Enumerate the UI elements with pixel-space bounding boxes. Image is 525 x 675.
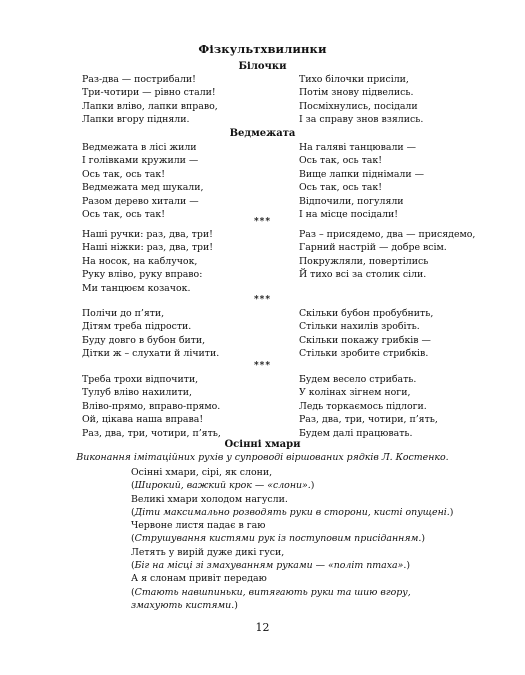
poem-line: Ой, цікава наша вправа! <box>82 414 204 426</box>
poem-line: Стільки нахилів зробіть. <box>299 321 420 333</box>
poem-line: І на місце посідали! <box>299 209 399 221</box>
movement-note: змахують кистями.) <box>131 599 238 611</box>
poem-line: Будем далі працювать. <box>299 427 413 439</box>
poem-line: Потім знову підвелись. <box>299 87 414 99</box>
page-number: 12 <box>255 621 270 634</box>
page-title: Фізкультхвилинки <box>198 42 327 56</box>
poem-line: Ось так, ось так! <box>299 182 382 194</box>
movement-note: (Діти максимально розводять руки в сторони, кисті опущені.) <box>131 506 454 518</box>
poem-line: І за справу знов взялись. <box>299 114 424 126</box>
poem-line: У колінах зігнем ноги, <box>299 387 411 399</box>
verse-line: Осінні хмари, сірі, як слони, <box>131 467 273 478</box>
poem-line: Треба трохи відпочити, <box>82 374 199 385</box>
poem-line: Руку вліво, руку вправо: <box>82 269 203 281</box>
movement-note-text: Струшування кистями рук із поступовим присіданням. <box>134 533 422 545</box>
poem-line: Дітям треба підрости. <box>82 321 192 333</box>
movement-note-text: змахують кистями. <box>131 599 235 611</box>
poem-line: Три-чотири — рівно стали! <box>82 87 216 99</box>
poem-line: На галяві танцювали — <box>299 142 417 153</box>
poem-line: Скільки бубон пробубнить, <box>299 308 434 319</box>
poem-line: І голівками кружили — <box>82 155 199 167</box>
section-divider-stars: *** <box>253 361 272 371</box>
poem-line: Й тихо всі за столик сіли. <box>299 269 427 281</box>
section-title-bilochky: Білочки <box>238 61 287 72</box>
poem-4-left <box>82 307 219 361</box>
poem-vedmezhata-left <box>82 141 203 221</box>
poem-osinni-khmary <box>131 466 453 612</box>
poem-line: Лапки вгору підняли. <box>82 114 190 126</box>
verse-line: Великі хмари холодом нагусли. <box>131 493 288 505</box>
poem-line: На носок, на каблучок, <box>82 255 198 267</box>
poem-line: Ми танцюєм козачок. <box>82 282 191 294</box>
poem-line: Будем весело стрибать. <box>299 374 417 385</box>
section-title-osinni-khmary: Осінні хмари <box>224 439 301 450</box>
verse-line: А я слонам привіт передаю <box>131 573 267 585</box>
poem-line: Ледь торкаємось підлоги. <box>299 400 427 412</box>
movement-note: (Широкий, важкий крок — «слони».) <box>131 480 315 492</box>
movement-note-text: Біг на місці зі змахуванням руками — «політ птаха». <box>134 560 407 572</box>
movement-note-text: Широкий, важкий крок — «слони». <box>134 480 311 492</box>
verse-line: Летять у вирій дуже дикі гуси, <box>131 546 285 558</box>
poem-line: Тихо білочки присіли, <box>299 74 409 85</box>
poem-3-right <box>299 228 475 282</box>
poem-line: Дітки ж – слухати й лічити. <box>82 348 220 360</box>
poem-line: Ось так, ось так! <box>299 155 382 167</box>
poem-line: Вище лапки піднімали — <box>299 168 424 180</box>
section-divider-stars: *** <box>253 217 272 227</box>
poem-bilochky-left <box>82 73 218 127</box>
section-divider-stars: *** <box>253 295 272 305</box>
poem-line: Вліво-прямо, вправо-прямо. <box>82 400 221 412</box>
poem-line: Наші ручки: раз, два, три! <box>82 229 213 240</box>
poem-bilochky-right <box>299 73 423 127</box>
poem-line: Наші ніжки: раз, два, три! <box>82 242 214 254</box>
poem-line: Лапки вліво, лапки вправо, <box>82 100 218 112</box>
poem-line: Раз-два — пострибали! <box>82 74 196 85</box>
poem-line: Покружляли, повертілись <box>299 255 429 267</box>
poem-line: Тулуб вліво нахилити, <box>82 387 192 399</box>
poem-line: Буду довго в бубон бити, <box>82 334 206 346</box>
section-subtitle: Виконання імітаційних рухів у супроводі віршованих рядків Л. Костенко. <box>76 452 449 463</box>
poem-line: Стільки зробите стрибків. <box>299 348 429 360</box>
section-title-vedmezhata: Ведмежата <box>229 128 296 139</box>
movement-note: (Стають навшпиньки, витягають руки та шию вгору, <box>131 586 411 598</box>
poem-line: Скільки покажу грибків — <box>299 334 431 346</box>
poem-4-right <box>299 307 433 361</box>
movement-note-text: Діти максимально розводять руки в сторони, кисті опущені. <box>134 506 450 518</box>
movement-note: (Біг на місці зі змахуванням руками — «політ птаха».) <box>131 560 411 572</box>
poem-line: Разом дерево хитали — <box>82 195 199 207</box>
poem-line: Посміхнулись, посідали <box>299 100 418 112</box>
poem-vedmezhata-right <box>299 141 424 221</box>
poem-5-left <box>82 373 221 440</box>
poem-line: Ось так, ось так! <box>82 209 165 221</box>
poem-5-right <box>299 373 438 440</box>
poem-3-left <box>82 228 213 295</box>
poem-line: Раз – присядемо, два — присядемо, <box>299 229 476 240</box>
poem-line: Раз, два, три, чотири, п’ять, <box>82 427 221 439</box>
movement-note: (Струшування кистями рук із поступовим присіданням.) <box>131 533 425 545</box>
poem-line: Ведмежата в лісі жили <box>82 142 197 153</box>
poem-line: Ведмежата мед шукали, <box>82 182 204 194</box>
verse-line: Червоне листя падає в гаю <box>131 520 266 532</box>
poem-line: Раз, два, три, чотири, п’ять, <box>299 414 438 426</box>
poem-line: Відпочили, погуляли <box>299 195 404 207</box>
poem-line: Гарний настрій — добре всім. <box>299 242 447 254</box>
poem-line: Полічи до п’яти, <box>82 308 165 319</box>
movement-note-text: Стають навшпиньки, витягають руки та шию вгору, <box>134 586 411 598</box>
poem-line: Ось так, ось так! <box>82 168 165 180</box>
